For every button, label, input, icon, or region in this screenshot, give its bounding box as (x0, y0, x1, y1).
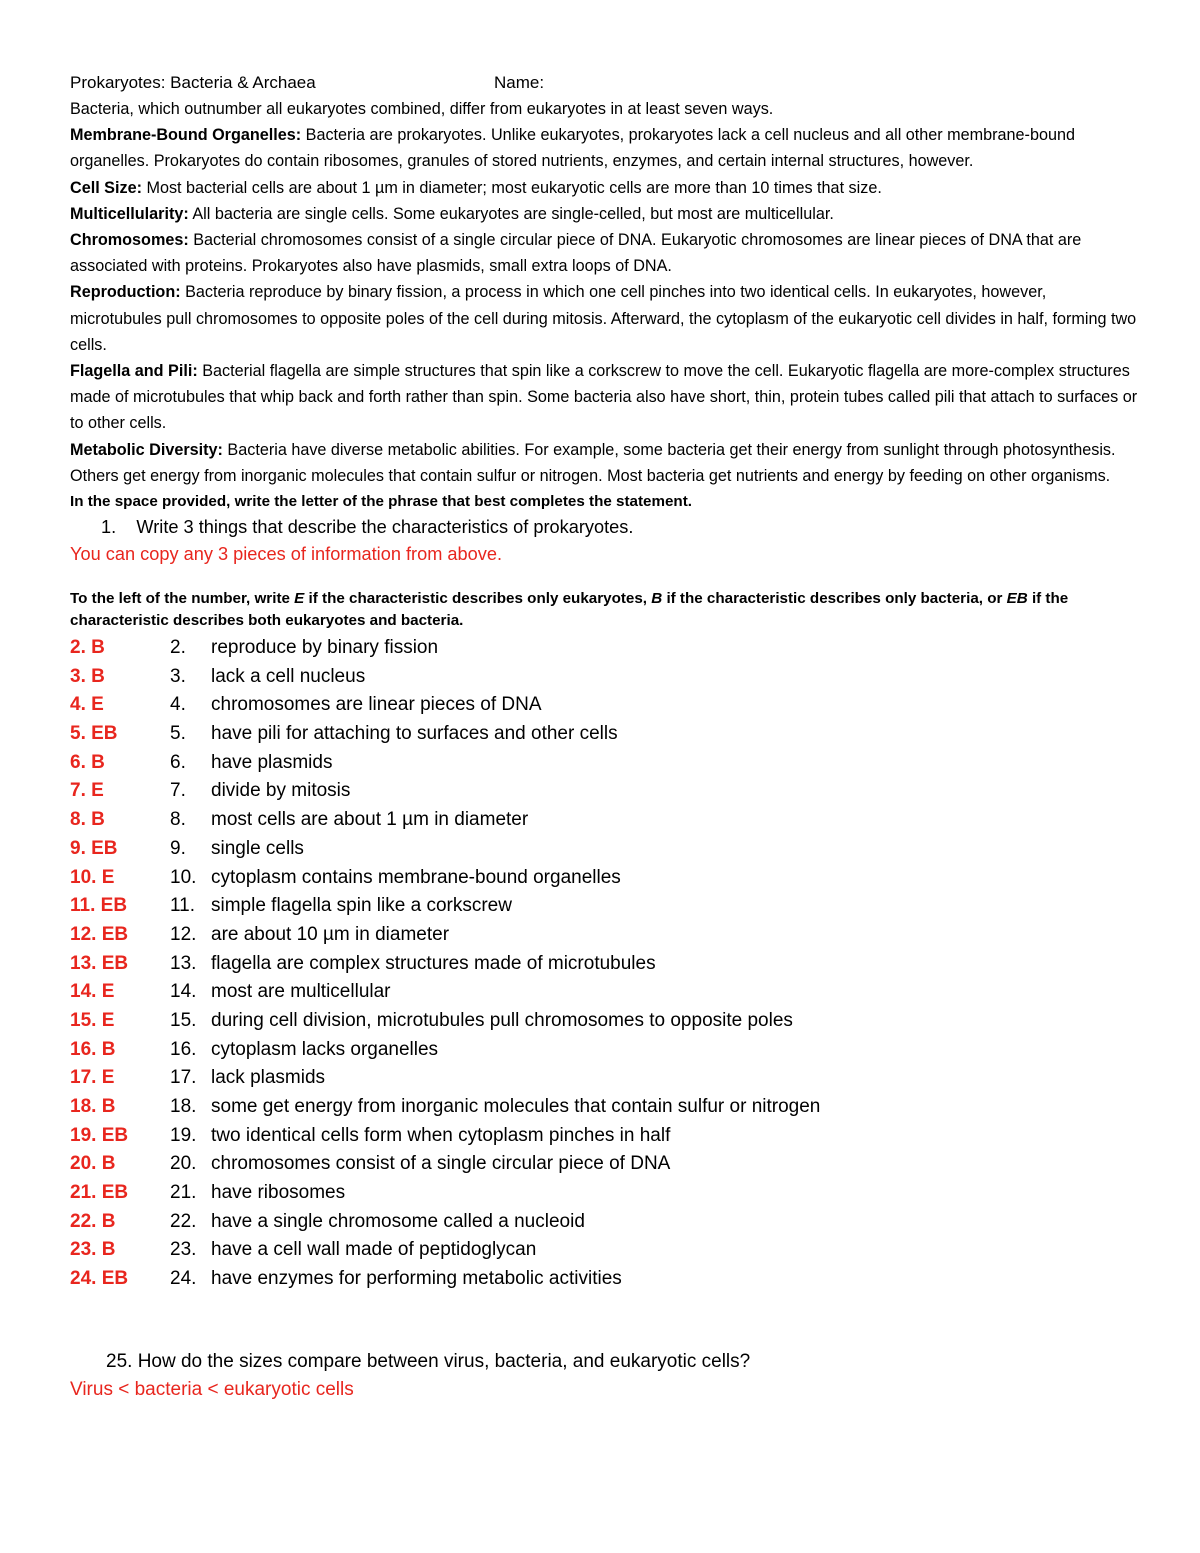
item-answer: 22. B (70, 1210, 116, 1232)
list-item (70, 1007, 1140, 1036)
item-number: 23. (170, 1239, 197, 1261)
item-number: 6. (170, 751, 186, 773)
item-answer: 14. E (70, 981, 115, 1003)
item-text: have a cell wall made of peptidoglycan (211, 1239, 537, 1261)
list-item (70, 777, 1140, 806)
item-answer: 21. EB (70, 1182, 129, 1204)
item-number: 22. (170, 1210, 197, 1232)
section-heading: Chromosomes: (70, 231, 189, 250)
intro-text: Bacteria, which outnumber all eukaryotes combined, differ from eukaryotes in at least seven ways. (70, 100, 774, 118)
item-number: 8. (170, 809, 186, 831)
list-item (70, 1122, 1140, 1151)
section-heading: Metabolic Diversity: (70, 440, 223, 459)
instruction-2-part: if the characteristic describes only bacteria, or (662, 590, 1007, 608)
item-number: 18. (170, 1096, 197, 1118)
worksheet-page (70, 70, 1140, 1404)
item-number: 19. (170, 1124, 197, 1146)
question-1-text: Write 3 things that describe the characteristics of prokaryotes. (136, 517, 634, 538)
item-text: reproduce by binary fission (211, 637, 439, 659)
section-heading: Flagella and Pili: (70, 362, 198, 381)
item-answer: 12. EB (70, 923, 129, 945)
item-text: lack plasmids (211, 1067, 326, 1089)
question-25-answer: Virus < bacteria < eukaryotic cells (70, 1378, 354, 1400)
item-answer: 7. E (70, 780, 104, 802)
item-number: 9. (170, 837, 186, 859)
section-reproduction (70, 279, 1140, 358)
item-answer: 4. E (70, 694, 104, 716)
item-answer: 13. EB (70, 952, 129, 974)
item-text: flagella are complex structures made of microtubules (211, 952, 656, 974)
item-answer: 17. E (70, 1067, 115, 1089)
question-1-answer: You can copy any 3 pieces of information from above. (70, 544, 503, 565)
sections (70, 122, 1140, 489)
item-text: some get energy from inorganic molecules that contain sulfur or nitrogen (211, 1096, 821, 1118)
item-answer: 10. E (70, 866, 115, 888)
item-answer: 18. B (70, 1096, 116, 1118)
spacer (70, 568, 1140, 588)
section-text: Most bacterial cells are about 1 µm in diameter; most eukaryotic cells are more than 10 times that size. (141, 178, 882, 197)
item-answer: 9. EB (70, 837, 118, 859)
instruction-1: In the space provided, write the letter of the phrase that best completes the statement. (70, 493, 692, 511)
item-answer: 23. B (70, 1239, 116, 1261)
item-answer: 3. B (70, 665, 105, 687)
name-label: Name: (494, 73, 545, 92)
section-multicellularity (70, 201, 1140, 227)
list-item (70, 1064, 1140, 1093)
section-text: Bacterial flagella are simple structures that spin like a corkscrew to move the cell. Eukaryotic flagella are more-complex structures made of microtubules that whip back and forth rather than spin. Some bacteria also have short, thin, protein tubes called pili that attach to surfaces or to other cells. (70, 362, 1138, 433)
worksheet-title: Prokaryotes: Bacteria & Archaea (70, 73, 316, 92)
list-item (70, 634, 1140, 663)
item-text: have a single chromosome called a nucleoid (211, 1210, 585, 1232)
instruction-2-part: To the left of the number, write (70, 590, 295, 608)
item-number: 15. (170, 1009, 197, 1031)
item-text: chromosomes consist of a single circular piece of DNA (211, 1153, 671, 1175)
item-answer: 5. EB (70, 723, 118, 745)
item-answer: 20. B (70, 1153, 116, 1175)
instruction-2-letter: E (294, 590, 305, 608)
item-text: two identical cells form when cytoplasm pinches in half (211, 1124, 671, 1146)
item-number: 16. (170, 1038, 197, 1060)
item-text: during cell division, microtubules pull chromosomes to opposite poles (211, 1009, 793, 1031)
list-item (70, 1036, 1140, 1065)
item-number: 24. (170, 1268, 197, 1290)
item-answer: 2. B (70, 637, 105, 659)
section-text: Bacteria are prokaryotes. Unlike eukaryotes, prokaryotes lack a cell nucleus and all other membrane-bound organelles. Prokaryotes do contain ribosomes, granules of stored nutrients, enzymes, and certain internal structures, however. (70, 126, 1075, 171)
item-text: chromosomes are linear pieces of DNA (211, 694, 542, 716)
item-answer: 6. B (70, 751, 105, 773)
section-text: All bacteria are single cells. Some eukaryotes are single-celled, but most are multicellular. (188, 204, 834, 223)
spacer (70, 1294, 1140, 1348)
item-text: most cells are about 1 µm in diameter (211, 809, 529, 831)
list-item (70, 835, 1140, 864)
item-answer: 24. EB (70, 1268, 129, 1290)
list-item (70, 1093, 1140, 1122)
item-number: 7. (170, 780, 186, 802)
header (70, 70, 1140, 96)
list-item (70, 749, 1140, 778)
list-item (70, 864, 1140, 893)
list-item (70, 1265, 1140, 1294)
list-item (70, 1150, 1140, 1179)
list-item (70, 892, 1140, 921)
item-number: 20. (170, 1153, 197, 1175)
list-item (70, 691, 1140, 720)
section-heading: Membrane-Bound Organelles: (70, 126, 302, 145)
item-number: 12. (170, 923, 197, 945)
instruction-2-letter: EB (1006, 590, 1028, 608)
item-number: 21. (170, 1182, 197, 1204)
item-text: single cells (211, 837, 304, 859)
item-number: 17. (170, 1067, 197, 1089)
question-1 (101, 514, 1140, 541)
section-chromosomes (70, 227, 1140, 279)
instruction-2-part: if the characteristic describes only eukaryotes, (304, 590, 652, 608)
item-number: 4. (170, 694, 186, 716)
item-text: most are multicellular (211, 981, 391, 1003)
section-membrane-organelles (70, 122, 1140, 174)
list-item (70, 1208, 1140, 1237)
item-number: 2. (170, 637, 186, 659)
item-text: simple flagella spin like a corkscrew (211, 895, 512, 917)
item-answer: 11. EB (70, 895, 128, 917)
section-flagella-pili (70, 358, 1140, 437)
item-answer: 16. B (70, 1038, 116, 1060)
item-answer: 15. E (70, 1009, 115, 1031)
question-25: 25. How do the sizes compare between virus, bacteria, and eukaryotic cells? (106, 1350, 751, 1372)
item-number: 10. (170, 866, 197, 888)
list-item (70, 921, 1140, 950)
instruction-2-part: if the characteristic describes both eukaryotes and bacteria. (70, 590, 1069, 630)
item-text: cytoplasm contains membrane-bound organelles (211, 866, 621, 888)
list-item (70, 978, 1140, 1007)
question-1-number: 1. (101, 517, 117, 538)
section-text: Bacterial chromosomes consist of a single circular piece of DNA. Eukaryotic chromosomes are linear pieces of DNA that are associated with proteins. Prokaryotes also have plasmids, small extra loops of DNA. (70, 231, 1082, 276)
list-item (70, 1179, 1140, 1208)
list-item (70, 950, 1140, 979)
section-heading: Multicellularity: (70, 204, 189, 223)
section-heading: Reproduction: (70, 283, 181, 302)
item-answer: 19. EB (70, 1124, 129, 1146)
item-text: have ribosomes (211, 1182, 346, 1204)
item-number: 14. (170, 981, 197, 1003)
list-item (70, 663, 1140, 692)
item-text: have enzymes for performing metabolic activities (211, 1268, 622, 1290)
item-text: are about 10 µm in diameter (211, 923, 450, 945)
item-text: lack a cell nucleus (211, 665, 366, 687)
instruction-2 (70, 588, 1140, 632)
section-text: Bacteria have diverse metabolic abilities. For example, some bacteria get their energy from sunlight through photosynthesis. Others get energy from inorganic molecules that contain sulfur or nitrogen. Most bacteria get nutrients and energy by feeding on other organisms. (70, 440, 1116, 485)
list-item (70, 806, 1140, 835)
section-text: Bacteria reproduce by binary fission, a process in which one cell pinches into two identical cells. In eukaryotes, however, microtubules pull chromosomes to opposite poles of the cell during mitosis. Afterward, the cytoplasm of the eukaryotic cell divides in half, forming two cells. (70, 283, 1137, 354)
list-item (70, 720, 1140, 749)
instruction-2-letter: B (651, 590, 663, 608)
item-number: 13. (170, 952, 197, 974)
item-text: have pili for attaching to surfaces and other cells (211, 723, 618, 745)
item-text: have plasmids (211, 751, 333, 773)
item-answer: 8. B (70, 809, 105, 831)
item-number: 11. (170, 895, 196, 917)
section-metabolic-diversity (70, 437, 1140, 489)
section-heading: Cell Size: (70, 178, 142, 197)
item-text: cytoplasm lacks organelles (211, 1038, 439, 1060)
list-item (70, 1236, 1140, 1265)
characteristics-list (70, 634, 1140, 1294)
item-number: 5. (170, 723, 186, 745)
section-cell-size (70, 175, 1140, 201)
item-text: divide by mitosis (211, 780, 351, 802)
item-number: 3. (170, 665, 186, 687)
